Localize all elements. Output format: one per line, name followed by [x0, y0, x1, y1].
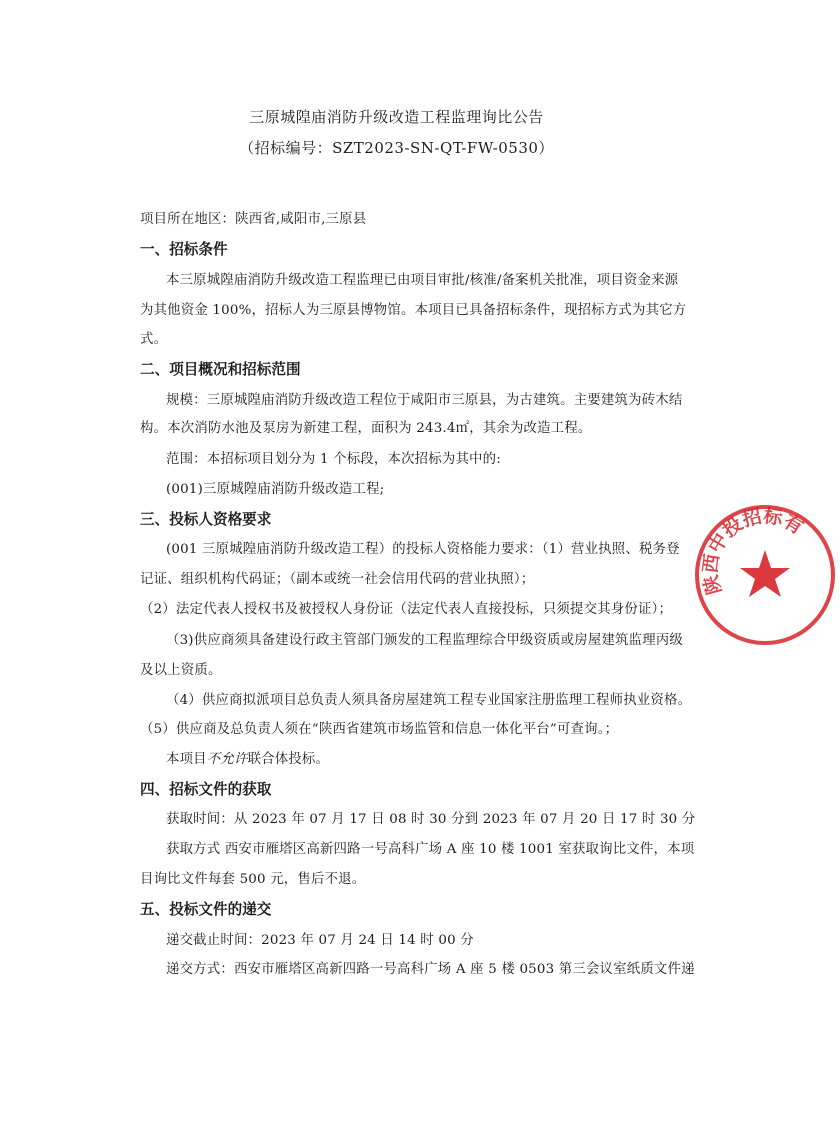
document-title: 三原城隍庙消防升级改造工程监理询比公告: [249, 108, 544, 126]
paragraph-line: 记证、组织机构代码证；（副本或统一社会信用代码的营业执照）；: [140, 572, 535, 587]
paragraph-line: 递交截止时间：2023 年 07 月 24 日 14 时 00 分: [166, 933, 474, 948]
paragraph-line: （2）法定代表人授权书及被授权人身份证（法定代表人直接投标，只须提交其身份证）；: [140, 602, 673, 617]
section-heading-document-acquisition: 四、招标文件的获取: [140, 781, 272, 798]
paragraph-line: 递交方式：西安市雁塔区高新四路一号高科广场 A 座 5 楼 0503 第三会议室纸质文件递: [166, 962, 695, 977]
paragraph-line: 式。: [140, 332, 168, 347]
paragraph-line: 范围：本招标项目划分为 1 个标段，本次招标为其中的:: [166, 452, 501, 467]
section-heading-project-overview: 二、项目概况和招标范围: [140, 361, 301, 378]
svg-text:陕西中投招标有: 陕西中投招标有: [699, 504, 808, 597]
joint-venture-suffix: 联合体投标。: [247, 752, 330, 767]
paragraph-line: 目询比文件每套 500 元，售后不退。: [140, 872, 366, 887]
company-seal-icon: [690, 500, 840, 650]
joint-venture-line: [166, 748, 329, 767]
paragraph-line: 获取方式 西安市雁塔区高新四路一号高科广场 A 座 10 楼 1001 室获取询比文件，本项: [166, 842, 695, 857]
paragraph-line: （5）供应商及总负责人须在“陕西省建筑市场监管和信息一体化平台”可查询。；: [140, 722, 619, 737]
paragraph-line: (001 三原城隍庙消防升级改造工程）的投标人资格能力要求：（1）营业执照、税务登: [166, 542, 680, 557]
section-heading-bidding-conditions: 一、招标条件: [140, 241, 228, 258]
paragraph-line: 规模：三原城隍庙消防升级改造工程位于咸阳市三原县，为古建筑。主要建筑为砖木结: [166, 393, 683, 408]
paragraph-line: 构。本次消防水池及泵房为新建工程，面积为 243.4㎡，其余为改造工程。: [140, 421, 592, 436]
joint-venture-prefix: 本项目: [166, 752, 207, 767]
paragraph-line: 本三原城隍庙消防升级改造工程监理已由项目审批/核准/备案机关批准，项目资金来源: [166, 273, 679, 288]
paragraph-line: 为其他资金 100%，招标人为三原县博物馆。本项目已具备招标条件，现招标方式为其它方: [140, 303, 687, 318]
paragraph-line: 获取时间：从 2023 年 07 月 17 日 08 时 30 分到 2023 年 07 月 20 日 17 时 30 分: [166, 812, 696, 827]
section-heading-bid-submission: 五、投标文件的递交: [140, 901, 272, 918]
tender-number: （招标编号：SZT2023-SN-QT-FW-0530）: [239, 139, 554, 157]
joint-venture-emphasis: 不允许: [206, 752, 248, 767]
section-heading-bidder-qualifications: 三、投标人资格要求: [140, 511, 272, 528]
paragraph-line: （3)供应商须具备建设行政主管部门颁发的工程监理综合甲级资质或房屋建筑监理丙级: [166, 633, 683, 648]
paragraph-line: (001)三原城隍庙消防升级改造工程;: [166, 482, 385, 497]
paragraph-line: （4）供应商拟派项目总负责人须具备房屋建筑工程专业国家注册监理工程师执业资格。: [166, 693, 692, 708]
project-region: 项目所在地区：陕西省,咸阳市,三原县: [140, 212, 367, 227]
paragraph-line: 及以上资质。: [140, 663, 222, 678]
